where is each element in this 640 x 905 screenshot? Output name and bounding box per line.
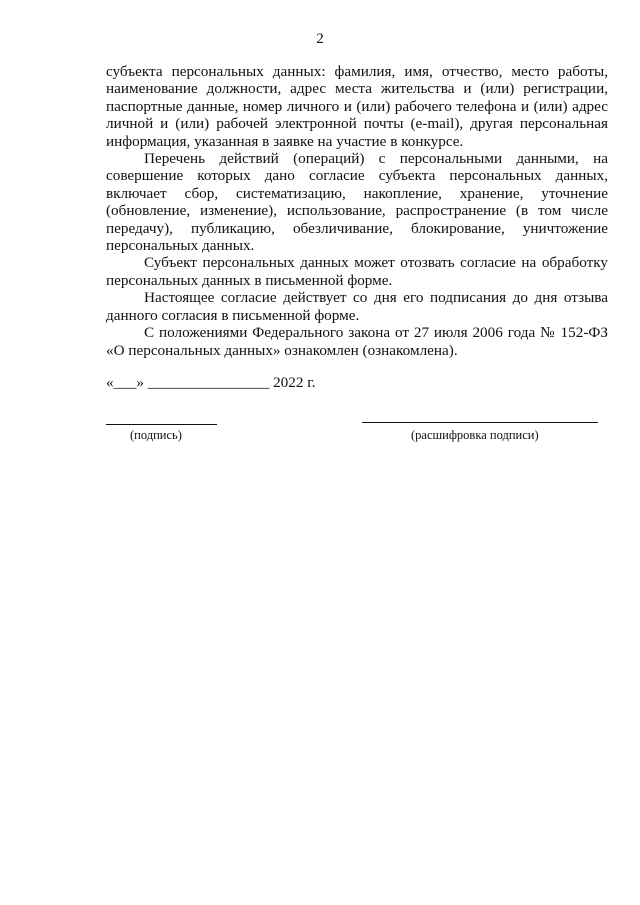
- signature-caption: (подпись): [130, 428, 182, 442]
- paragraph-withdrawal: Субъект персональных данных может отозвать согласие на обработку персональных данных в письменной форме.: [106, 254, 608, 289]
- signature-transcript-caption: (расшифровка подписи): [411, 428, 539, 442]
- paragraph-actions-list: Перечень действий (операций) с персональными данными, на совершение которых дано согласие субъекта персональных данных, включает сбор, систематизацию, накопление, хранение, уточнение (обновление, изменение), использование, распространение (в том числе передачу), публикацию, обезличивание, блокирование, уничтожение персональных данных.: [106, 150, 608, 255]
- document-body: [106, 63, 608, 359]
- date-line: «___» ________________ 2022 г.: [106, 374, 316, 391]
- paragraph-law-acknowledgement: С положениями Федерального закона от 27 июля 2006 года № 152-ФЗ «О персональных данных» ознакомлен (ознакомлена).: [106, 324, 608, 359]
- paragraph-personal-data-list: субъекта персональных данных: фамилия, имя, отчество, место работы, наименование должности, адрес места жительства и (или) регистрации, паспортные данные, номер личного и (или) рабочего телефона и (или) адрес личной и (или) рабочей электронной почты (e-mail), другая персональная информация, указанная в заявке на участие в конкурсе.: [106, 63, 608, 150]
- paragraph-validity: Настоящее согласие действует со дня его подписания до дня отзыва данного согласия в письменной форме.: [106, 289, 608, 324]
- page-number: 2: [316, 31, 324, 47]
- signature-line: [106, 424, 217, 425]
- signature-transcript-line: [362, 422, 598, 423]
